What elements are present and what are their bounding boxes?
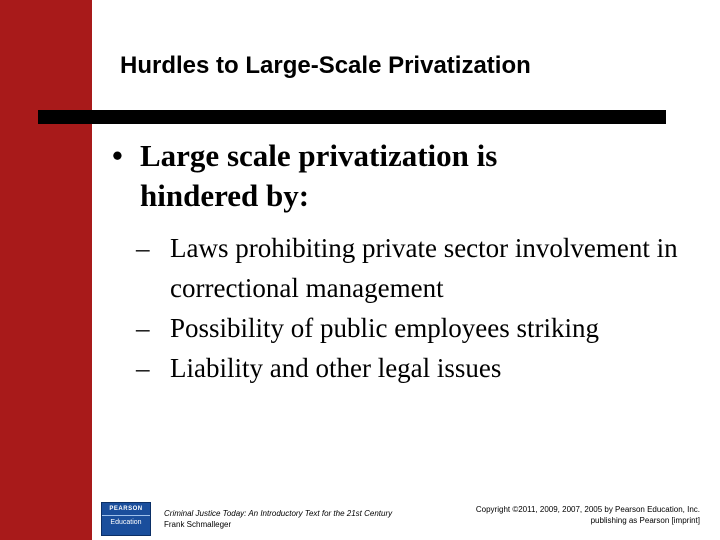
copyright-line-2: publishing as Pearson [imprint] <box>590 516 700 525</box>
footer-book-info <box>164 508 434 530</box>
sub-bullet-marker: – <box>136 353 150 383</box>
sub-bullet-text: Possibility of public employees striking <box>170 313 599 343</box>
slide-title: Hurdles to Large-Scale Privatization <box>120 52 531 79</box>
sub-bullet-item <box>136 348 702 388</box>
pearson-logo <box>101 502 151 536</box>
copyright-line-1: Copyright ©2011, 2009, 2007, 2005 by Pearson Education, Inc. <box>475 505 700 514</box>
logo-divider <box>102 515 150 516</box>
sub-bullet-text: Liability and other legal issues <box>170 353 502 383</box>
bullet-text: Large scale privatization is hindered by: <box>140 138 498 213</box>
bullet-item <box>112 136 702 216</box>
sub-bullet-item <box>136 228 702 308</box>
sub-bullet-marker: – <box>136 313 150 343</box>
book-title: Criminal Justice Today: An Introductory Text for the 21st Century <box>164 509 393 518</box>
bullet-list <box>112 136 702 388</box>
sub-bullet-item <box>136 308 702 348</box>
book-author: Frank Schmalleger <box>164 520 232 529</box>
bullet-marker: • <box>112 138 123 173</box>
logo-bottom-text: Education <box>110 519 142 526</box>
sub-bullet-text: Laws prohibiting private sector involvement in correctional management <box>170 233 678 303</box>
side-accent-bar <box>0 0 92 540</box>
logo-top-text: PEARSON <box>109 506 143 512</box>
title-divider <box>38 110 666 124</box>
sub-bullet-marker: – <box>136 233 150 263</box>
sub-bullet-list <box>136 228 702 388</box>
footer-copyright <box>438 504 700 526</box>
